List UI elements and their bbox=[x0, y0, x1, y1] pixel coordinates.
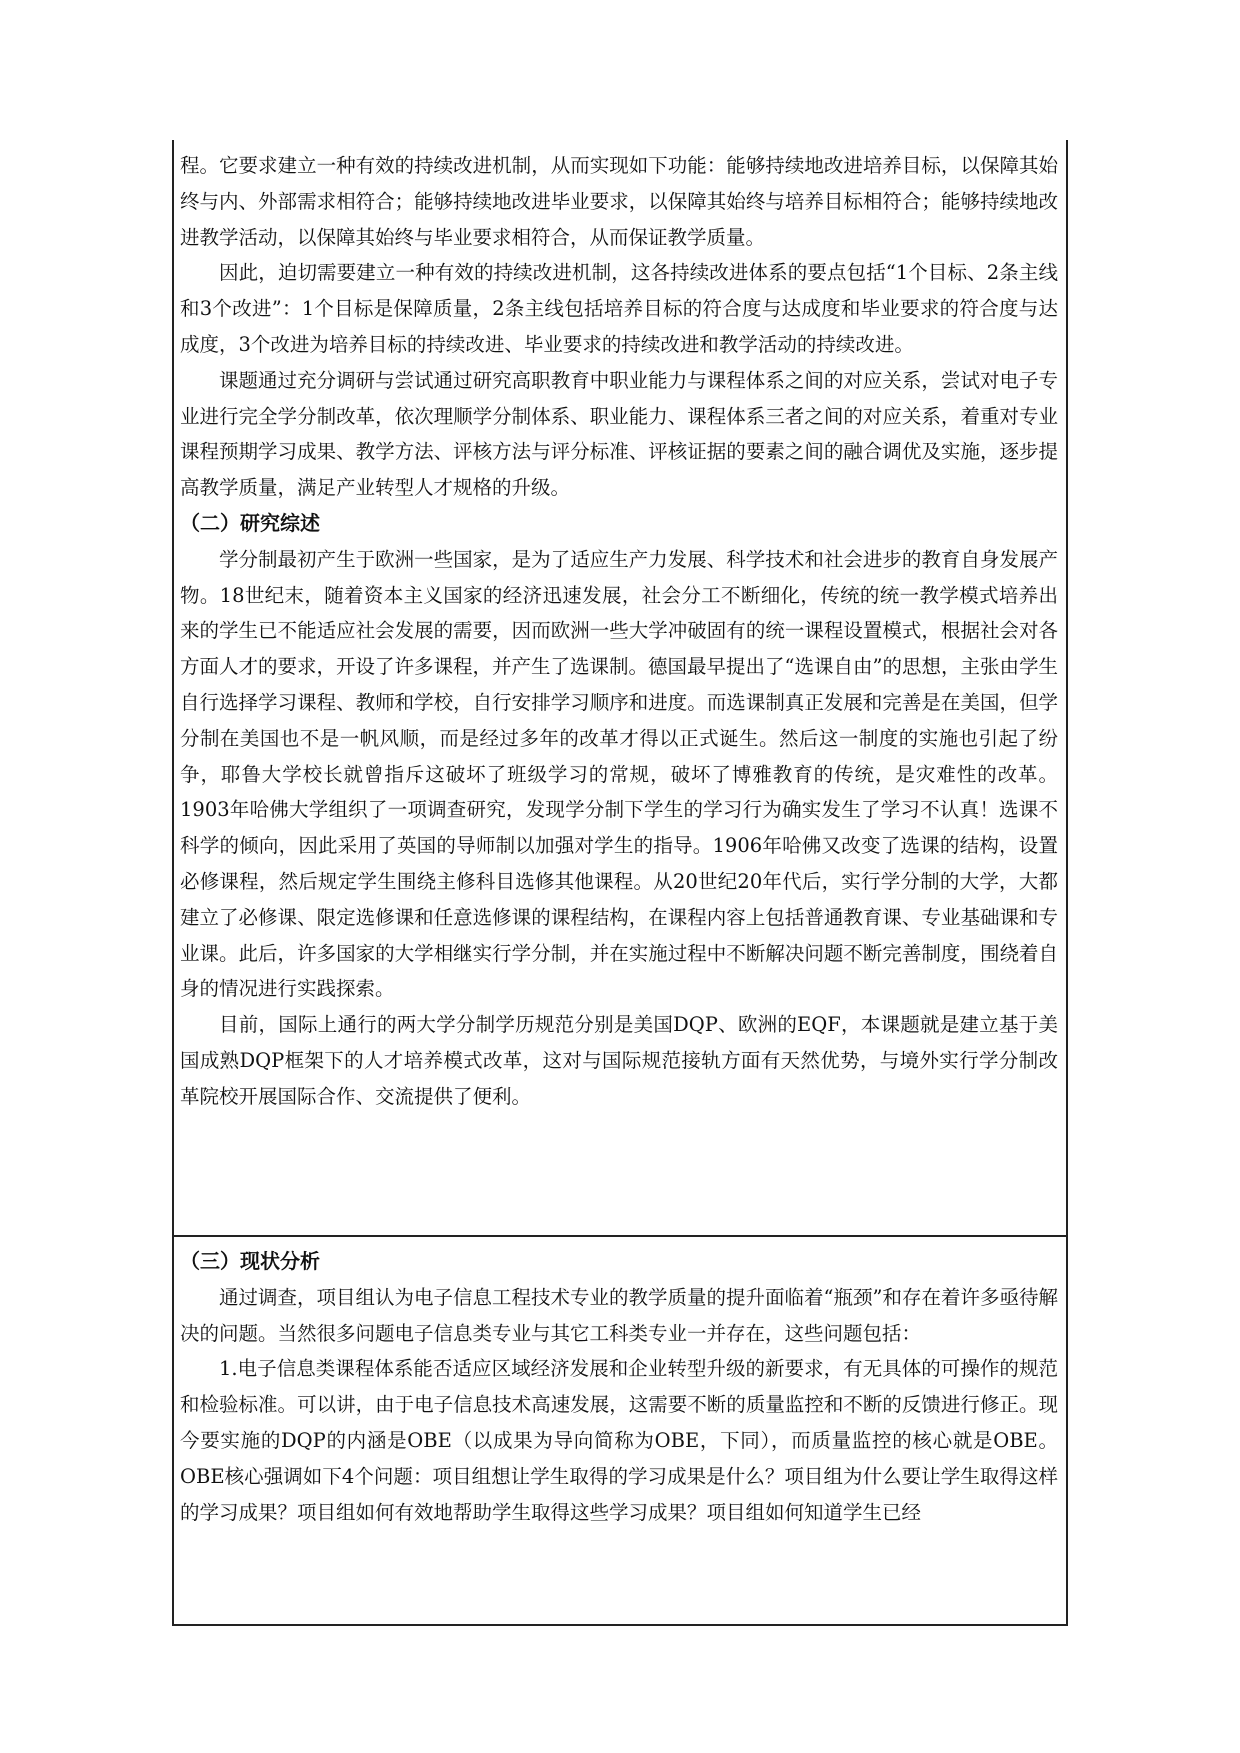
table-row-divider bbox=[172, 1235, 1068, 1237]
paragraph: 1.电子信息类课程体系能否适应区域经济发展和企业转型升级的新要求，有无具体的可操作的规范和检验标准。可以讲，由于电子信息技术高速发展，这需要不断的质量监控和不断的反馈进行修正。现今要实施的DQP的内涵是OBE（以成果为导向简称为OBE，下同），而质量监控的核心就是OBE。OBE核心强调如下4个问题：项目组想让学生取得的学习成果是什么？项目组为什么要让学生取得这样的学习成果？项目组如何有效地帮助学生取得这些学习成果？项目组如何知道学生已经 bbox=[180, 1357, 1058, 1524]
section-intro-continued bbox=[180, 148, 1058, 1115]
paragraph: 课题通过充分调研与尝试通过研究高职教育中职业能力与课程体系之间的对应关系，尝试对电子专业进行完全学分制改革，依次理顺学分制体系、职业能力、课程体系三者之间的对应关系，着重对专业课程预期学习成果、教学方法、评核方法与评分标准、评核证据的要素之间的融合调优及实施，逐步提高教学质量，满足产业转型人才规格的升级。 bbox=[180, 368, 1058, 500]
paragraph: 目前，国际上通行的两大学分制学历规范分别是美国DQP、欧洲的EQF，本课题就是建立基于美国成熟DQP框架下的人才培养模式改革，这对与国际规范接轨方面有天然优势，与境外实行学分制改革院校开展国际合作、交流提供了便利。 bbox=[180, 1013, 1058, 1108]
paragraph: 通过调查，项目组认为电子信息工程技术专业的教学质量的提升面临着“瓶颈”和存在着许多亟待解决的问题。当然很多问题电子信息类专业与其它工科类专业一并存在，这些问题包括： bbox=[180, 1285, 1058, 1345]
paragraph: 学分制最初产生于欧洲一些国家，是为了适应生产力发展、科学技术和社会进步的教育自身发展产物。18世纪末，随着资本主义国家的经济迅速发展，社会分工不断细化，传统的统一教学模式培养出来的学生已不能适应社会发展的需要，因而欧洲一些大学冲破固有的统一课程设置模式，根据社会对各方面人才的要求，开设了许多课程，并产生了选课制。德国最早提出了“选课自由”的思想，主张由学生自行选择学习课程、教师和学校，自行安排学习顺序和进度。而选课制真正发展和完善是在美国，但学分制在美国也不是一帆风顺，而是经过多年的改革才得以正式诞生。然后这一制度的实施也引起了纷争，耶鲁大学校长就曾指斥这破坏了班级学习的常规，破坏了博雅教育的传统，是灾难性的改革。1903年哈佛大学组织了一项调查研究，发现学分制下学生的学习行为确实发生了学习不认真！选课不科学的倾向，因此采用了英国的导师制以加强对学生的指导。1906年哈佛又改变了选课的结构，设置必修课程，然后规定学生围绕主修科目选修其他课程。从20世纪20年代后，实行学分制的大学，大都建立了必修课、限定选修课和任意选修课的课程结构，在课程内容上包括普通教育课、专业基础课和专业课。此后，许多国家的大学相继实行学分制，并在实施过程中不断解决问题不断完善制度，围绕着自身的情况进行实践探索。 bbox=[180, 547, 1058, 1001]
section-status-analysis bbox=[180, 1244, 1058, 1530]
section-heading: （二）研究综述 bbox=[180, 510, 320, 535]
section-heading: （三）现状分析 bbox=[180, 1249, 320, 1273]
paragraph: 因此，迫切需要建立一种有效的持续改进机制，这各持续改进体系的要点包括“1个目标、2条主线和3个改进”：1个目标是保障质量，2条主线包括培养目标的符合度与达成度和毕业要求的符合度与达成度，3个改进为培养目标的持续改进、毕业要求的持续改进和教学活动的持续改进。 bbox=[180, 261, 1058, 356]
paragraph: 程。它要求建立一种有效的持续改进机制，从而实现如下功能：能够持续地改进培养目标，以保障其始终与内、外部需求相符合；能够持续地改进毕业要求，以保障其始终与培养目标相符合；能够持续地改进教学活动，以保障其始终与毕业要求相符合，从而保证教学质量。 bbox=[180, 154, 1058, 249]
